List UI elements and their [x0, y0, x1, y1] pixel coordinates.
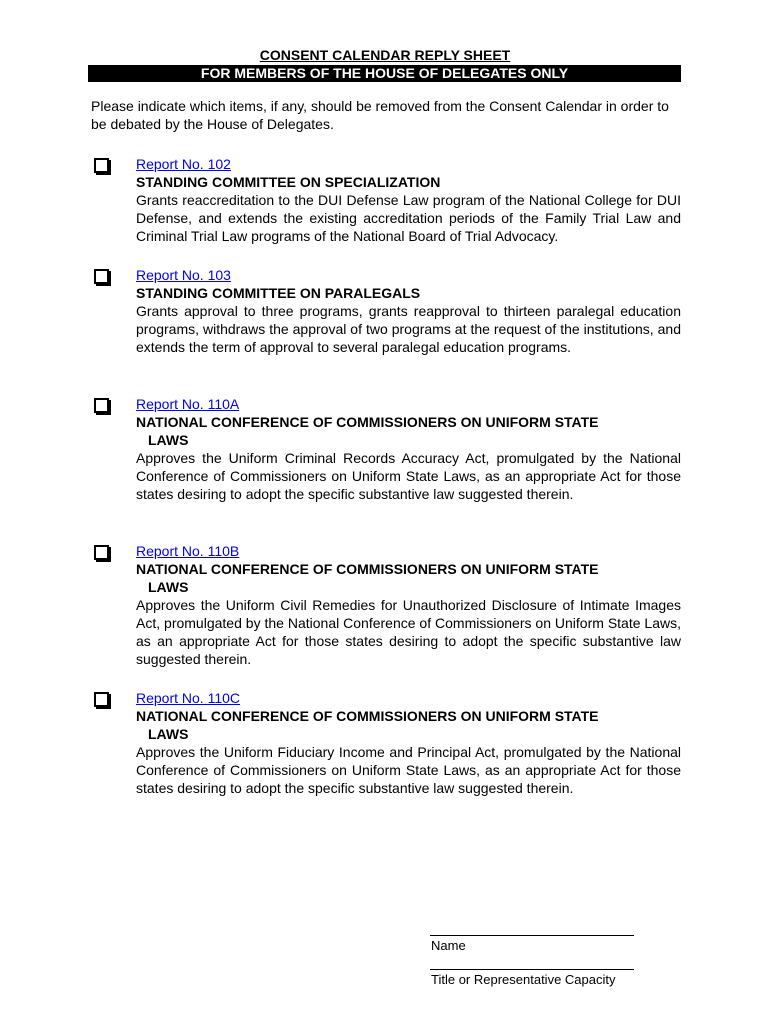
committee-name [136, 173, 681, 191]
checkbox-report-110a[interactable] [94, 398, 109, 413]
intro-text: Please indicate which items, if any, should be removed from the Consent Calendar in order to be debated by the House of Delegates. [91, 98, 669, 132]
committee-line-2: LAWS [148, 579, 189, 595]
page-title-text: CONSENT CALENDAR REPLY SHEET [259, 47, 511, 63]
item-description: Grants approval to three programs, grants reapproval to thirteen paralegal education programs, withdraws the approval of two programs at the request of the institutions, and extends the term of approval to several paralegal education programs. [136, 303, 681, 355]
report-link-110a[interactable]: Report No. 110A [136, 396, 240, 412]
item-body [136, 689, 681, 797]
item-body [136, 155, 681, 245]
report-link-110b[interactable]: Report No. 110B [136, 543, 240, 559]
committee-name [136, 707, 681, 743]
item-body [136, 542, 681, 668]
committee-line-1: NATIONAL CONFERENCE OF COMMISSIONERS ON UNIFORM STATE [136, 708, 599, 724]
report-link-110c[interactable]: Report No. 110C [136, 690, 241, 706]
checkbox-report-103[interactable] [94, 269, 109, 284]
committee-line-1: STANDING COMMITTEE ON SPECIALIZATION [136, 174, 441, 190]
committee-line-2: LAWS [148, 432, 189, 448]
name-signature-line[interactable] [430, 935, 634, 936]
checkbox-report-102[interactable] [94, 158, 109, 173]
committee-line-1: NATIONAL CONFERENCE OF COMMISSIONERS ON UNIFORM STATE [136, 561, 599, 577]
checkbox-report-110c[interactable] [94, 692, 109, 707]
committee-line-1: NATIONAL CONFERENCE OF COMMISSIONERS ON UNIFORM STATE [136, 414, 599, 430]
committee-line-1: STANDING COMMITTEE ON PARALEGALS [136, 285, 421, 301]
item-description: Approves the Uniform Fiduciary Income and Principal Act, promulgated by the National Conference of Commissioners on Uniform State Laws, as an appropriate Act for those states desiring to adopt the specific substantive law suggested therein. [136, 744, 681, 796]
report-link-103[interactable]: Report No. 103 [136, 267, 231, 283]
name-label: Name [431, 938, 466, 953]
title-signature-line[interactable] [430, 969, 634, 970]
committee-name [136, 560, 681, 596]
item-description: Approves the Uniform Criminal Records Accuracy Act, promulgated by the National Conference of Commissioners on Uniform State Laws, as an appropriate Act for those states desiring to adopt the specific substantive law suggested therein. [136, 450, 681, 502]
committee-line-2: LAWS [148, 726, 189, 742]
page-title [0, 47, 770, 64]
report-link-102[interactable]: Report No. 102 [136, 156, 231, 172]
item-body [136, 266, 681, 356]
committee-name [136, 413, 681, 449]
page-subtitle-banner: FOR MEMBERS OF THE HOUSE OF DELEGATES ONLY [88, 65, 681, 82]
committee-name [136, 284, 681, 302]
item-description: Approves the Uniform Civil Remedies for Unauthorized Disclosure of Intimate Images Act, promulgated by the National Conference of Commissioners on Uniform State Laws, as an appropriate Act for those states desiring to adopt the specific substantive law suggested therein. [136, 597, 681, 667]
item-body [136, 395, 681, 503]
title-label: Title or Representative Capacity [431, 972, 616, 987]
item-description: Grants reaccreditation to the DUI Defense Law program of the National College for DUI Defense, and extends the existing accreditation periods of the Family Trial Law and Criminal Trial Law programs of the National Board of Trial Advocacy. [136, 192, 681, 244]
checkbox-report-110b[interactable] [94, 545, 109, 560]
